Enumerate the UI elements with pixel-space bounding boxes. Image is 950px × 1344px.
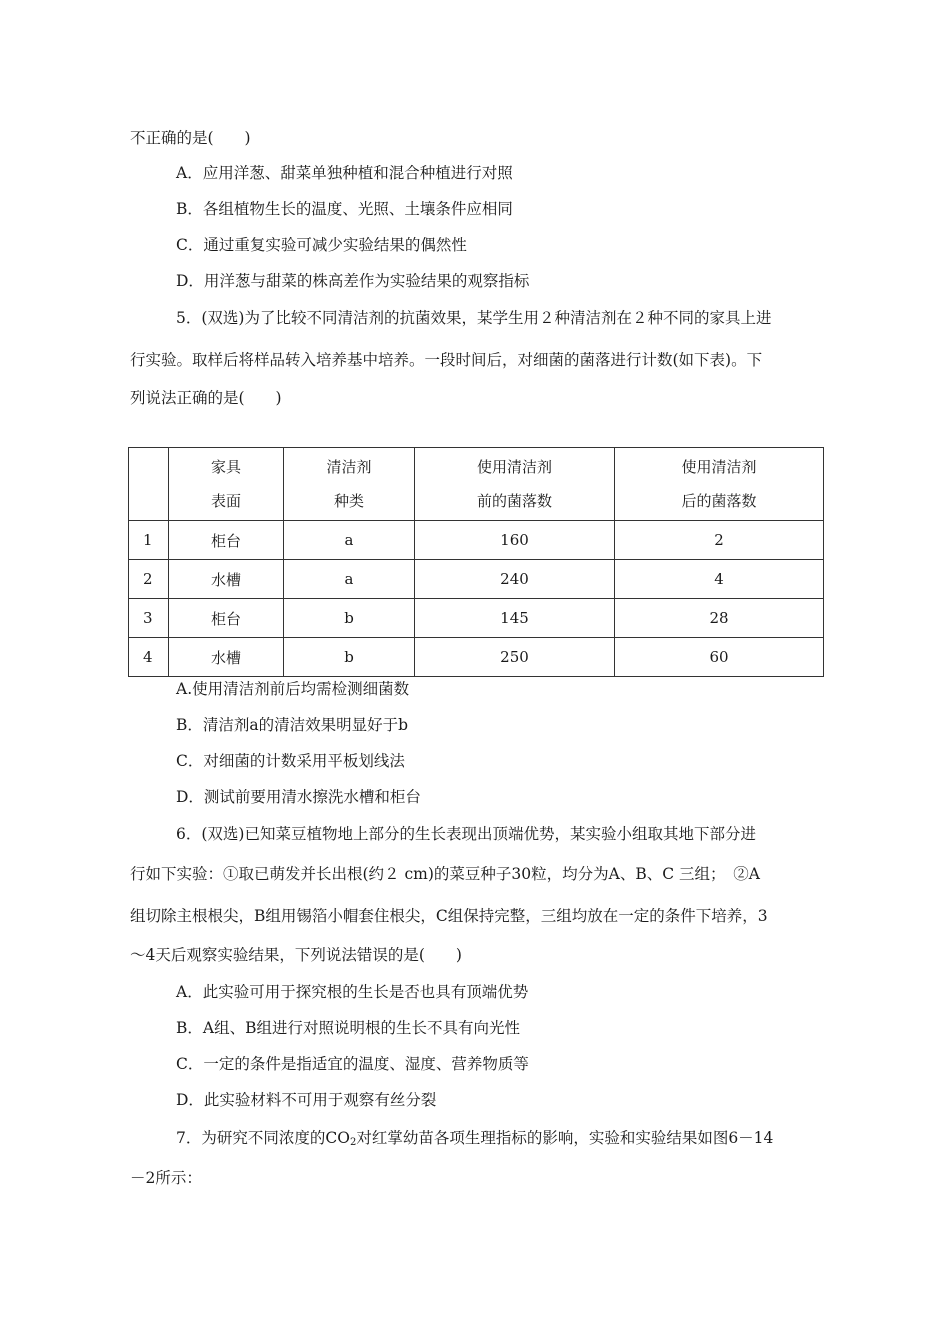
bacteria-count-table	[128, 447, 824, 677]
table-row	[129, 599, 824, 638]
cell-index: 1	[129, 521, 169, 560]
header-count-after: 使用清洁剂 后的菌落数	[615, 448, 824, 521]
cell-surface: 水槽	[169, 560, 284, 599]
q6-stem-line4: ～4天后观察实验结果，下列说法错误的是( )	[130, 946, 462, 964]
q6-option-a: A．此实验可用于探究根的生长是否也具有顶端优势	[176, 983, 529, 1001]
q5-stem-line3: 列说法正确的是( )	[130, 389, 282, 407]
header-count-before: 使用清洁剂 前的菌落数	[415, 448, 615, 521]
q6-option-b: B．A组、B组进行对照说明根的生长不具有向光性	[176, 1019, 520, 1037]
q6-stem-line3: 组切除主根根尖，B组用锡箔小帽套住根尖，C组保持完整，三组均放在一定的条件下培养，3	[130, 907, 768, 925]
table-row	[129, 560, 824, 599]
q7-stem-line2: －2所示：	[130, 1169, 202, 1187]
cell-cleaner: b	[284, 599, 415, 638]
q6-option-c: C．一定的条件是指适宜的温度、湿度、营养物质等	[176, 1055, 529, 1073]
cell-after: 4	[615, 560, 824, 599]
cell-cleaner: b	[284, 638, 415, 677]
cell-index: 2	[129, 560, 169, 599]
q6-stem-line1: 6．(双选)已知菜豆植物地上部分的生长表现出顶端优势，某实验小组取其地下部分进	[176, 825, 756, 843]
q7-stem-line1: 7．为研究不同浓度的$CO_2$对红掌幼苗各项生理指标的影响，实验和实验结果如图6－14	[176, 1129, 774, 1148]
cell-after: 2	[615, 521, 824, 560]
cell-after: 60	[615, 638, 824, 677]
cell-index: 4	[129, 638, 169, 677]
header-surface: 家具 表面	[169, 448, 284, 521]
cell-after: 28	[615, 599, 824, 638]
table-row	[129, 638, 824, 677]
header-cleaner-type: 清洁剂 种类	[284, 448, 415, 521]
q4-option-b: B．各组植物生长的温度、光照、土壤条件应相同	[176, 200, 513, 218]
q4-option-c: C．通过重复实验可减少实验结果的偶然性	[176, 236, 467, 254]
cell-surface: 柜台	[169, 599, 284, 638]
q6-stem-line2: 行如下实验：①取已萌发并长出根(约２ cm)的菜豆种子30粒，均分为A、B、C 三组； ②A	[130, 865, 760, 883]
cell-before: 240	[415, 560, 615, 599]
q5-option-b: B．清洁剂a的清洁效果明显好于b	[176, 716, 409, 734]
cell-cleaner: a	[284, 560, 415, 599]
cell-before: 145	[415, 599, 615, 638]
q6-option-d: D．此实验材料不可用于观察有丝分裂	[176, 1091, 437, 1109]
q5-option-a: A.使用清洁剂前后均需检测细菌数	[176, 680, 410, 698]
q4-option-d: D．用洋葱与甜菜的株高差作为实验结果的观察指标	[176, 272, 530, 290]
q5-option-c: C．对细菌的计数采用平板划线法	[176, 752, 405, 770]
q4-stem-tail: 不正确的是( )	[130, 129, 251, 147]
table-header-row	[129, 448, 824, 521]
q5-stem-line1: 5．(双选)为了比较不同清洁剂的抗菌效果，某学生用２种清洁剂在２种不同的家具上进	[176, 309, 772, 327]
cell-index: 3	[129, 599, 169, 638]
q5-stem-line2: 行实验。取样后将样品转入培养基中培养。一段时间后，对细菌的菌落进行计数(如下表)。下	[130, 351, 763, 369]
q4-option-a: A．应用洋葱、甜菜单独种植和混合种植进行对照	[176, 164, 513, 182]
cell-cleaner: a	[284, 521, 415, 560]
cell-surface: 水槽	[169, 638, 284, 677]
table-row	[129, 521, 824, 560]
header-index	[129, 448, 169, 521]
cell-before: 250	[415, 638, 615, 677]
q5-option-d: D．测试前要用清水擦洗水槽和柜台	[176, 788, 421, 806]
cell-before: 160	[415, 521, 615, 560]
cell-surface: 柜台	[169, 521, 284, 560]
